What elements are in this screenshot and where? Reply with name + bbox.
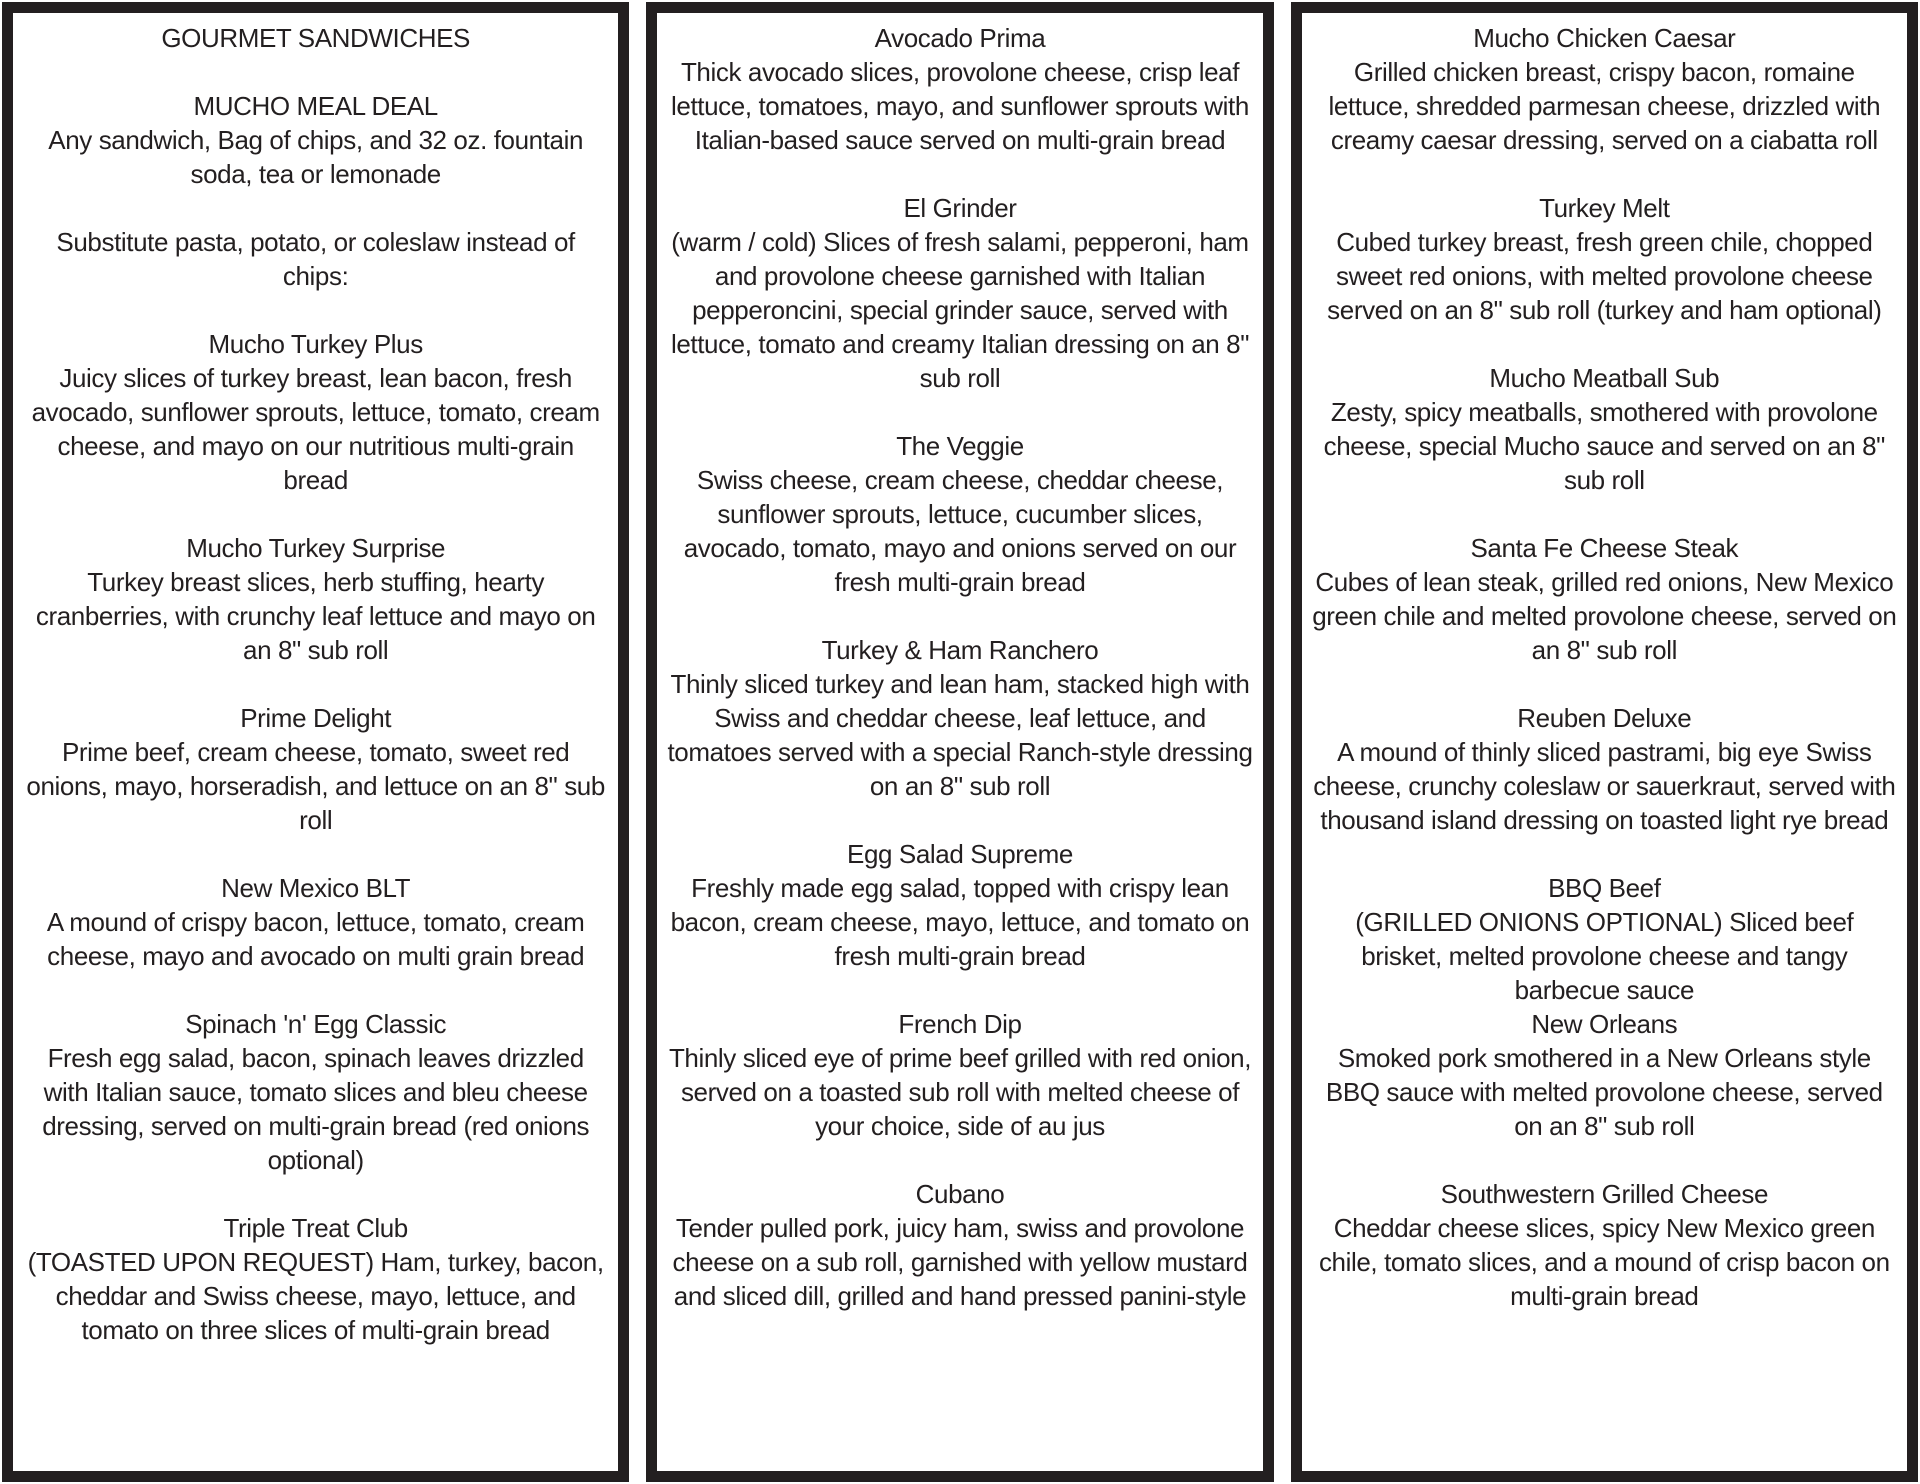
menu-item	[667, 429, 1252, 599]
menu-item-description: Freshly made egg salad, topped with crispy lean bacon, cream cheese, mayo, lettuce, and tomato on fresh multi-grain bread	[670, 873, 1250, 971]
menu-item-name: Mucho Turkey Plus	[208, 329, 423, 359]
menu-item-description: A mound of thinly sliced pastrami, big eye Swiss cheese, crunchy coleslaw or sauerkraut, served with thousand island dressing on toasted light rye bread	[1313, 737, 1896, 835]
menu-item-description: A mound of crispy bacon, lettuce, tomato, cream cheese, mayo and avocado on multi grain bread	[46, 907, 585, 971]
menu-item-name: BBQ Beef	[1548, 873, 1661, 903]
menu-item-description: Cubes of lean steak, grilled red onions, New Mexico green chile and melted provolone cheese, served on an 8" sub roll	[1312, 567, 1897, 665]
menu-item	[1312, 871, 1897, 1007]
menu-item-name: Turkey Melt	[1539, 193, 1670, 223]
menu-column-left	[2, 2, 629, 1482]
menu-item	[1312, 361, 1897, 497]
menu-item	[23, 531, 608, 667]
menu-item	[23, 1007, 608, 1177]
menu-item-description: Turkey breast slices, herb stuffing, hearty cranberries, with crunchy leaf lettuce and mayo on an 8" sub roll	[35, 567, 596, 665]
menu-item	[1312, 21, 1897, 157]
menu-item	[667, 1007, 1252, 1143]
menu-item	[1312, 531, 1897, 667]
menu-item	[1312, 1007, 1897, 1143]
menu-item	[667, 21, 1252, 157]
menu-item-description: Smoked pork smothered in a New Orleans style BBQ sauce with melted provolone cheese, served on an 8" sub roll	[1325, 1043, 1883, 1141]
menu-column-right	[1291, 2, 1918, 1482]
menu-item	[1312, 191, 1897, 327]
menu-item	[23, 89, 608, 191]
menu-item-name: MUCHO MEAL DEAL	[193, 91, 438, 121]
menu-item-description: Cheddar cheese slices, spicy New Mexico green chile, tomato slices, and a mound of crisp bacon on multi-grain bread	[1318, 1213, 1890, 1311]
menu-item	[667, 1177, 1252, 1313]
menu-item-name: Triple Treat Club	[223, 1213, 408, 1243]
menu-item-description: (GRILLED ONIONS OPTIONAL) Sliced beef brisket, melted provolone cheese and tangy barbecue sauce	[1355, 907, 1854, 1005]
menu-item-name: Mucho Turkey Surprise	[186, 533, 446, 563]
menu-item	[1312, 701, 1897, 837]
menu-item-description: Zesty, spicy meatballs, smothered with provolone cheese, special Mucho sauce and served on an 8" sub roll	[1323, 397, 1885, 495]
menu-item-description: Thick avocado slices, provolone cheese, crisp leaf lettuce, tomatoes, mayo, and sunflower sprouts with Italian-based sauce served on multi-grain bread	[671, 57, 1249, 155]
menu-item-description: Swiss cheese, cream cheese, cheddar cheese, sunflower sprouts, lettuce, cucumber slices, avocado, tomato, mayo and onions served on our fresh multi-grain bread	[683, 465, 1237, 597]
menu-item	[23, 701, 608, 837]
menu-item-name: The Veggie	[896, 431, 1024, 461]
menu-item	[667, 837, 1252, 973]
menu-item	[23, 21, 608, 55]
menu-item-name: New Mexico BLT	[221, 873, 411, 903]
menu-item-description: (warm / cold) Slices of fresh salami, pepperoni, ham and provolone cheese garnished with Italian pepperoncini, special grinder sauce, served with lettuce, tomato and creamy Italian dressing on an 8" sub roll	[670, 227, 1250, 393]
menu-item	[667, 633, 1252, 803]
menu-item-name: Southwestern Grilled Cheese	[1440, 1179, 1769, 1209]
menu-item-name: Spinach 'n' Egg Classic	[185, 1009, 447, 1039]
menu-item	[23, 1211, 608, 1347]
menu-item-name: Reuben Deluxe	[1517, 703, 1692, 733]
menu-item-description: Thinly sliced eye of prime beef grilled with red onion, served on a toasted sub roll with melted cheese of your choice, side of au jus	[668, 1043, 1252, 1141]
menu-item-name: New Orleans	[1531, 1009, 1678, 1039]
menu-item-name: French Dip	[898, 1009, 1022, 1039]
menu-item-description: Grilled chicken breast, crispy bacon, romaine lettuce, shredded parmesan cheese, drizzled with creamy caesar dressing, served on a ciabatta roll	[1328, 57, 1881, 155]
menu-item-description: Substitute pasta, potato, or coleslaw instead of chips:	[56, 227, 575, 291]
menu-item-description: Prime beef, cream cheese, tomato, sweet red onions, mayo, horseradish, and lettuce on an 8" sub roll	[26, 737, 605, 835]
menu-column-center	[646, 2, 1273, 1482]
menu-item-name: Santa Fe Cheese Steak	[1470, 533, 1739, 563]
menu-item	[1312, 1177, 1897, 1313]
menu-item-name: GOURMET SANDWICHES	[161, 23, 470, 53]
menu-item-description: Thinly sliced turkey and lean ham, stacked high with Swiss and cheddar cheese, leaf lettuce, and tomatoes served with a special Ranch-style dressing on an 8" sub roll	[667, 669, 1253, 801]
menu-item	[23, 225, 608, 293]
menu-item-name: Turkey & Ham Ranchero	[821, 635, 1099, 665]
menu-item-description: Juicy slices of turkey breast, lean bacon, fresh avocado, sunflower sprouts, lettuce, tomato, cream cheese, and mayo on our nutritious multi-grain bread	[31, 363, 600, 495]
menu-item	[23, 871, 608, 973]
menu-item-description: Cubed turkey breast, fresh green chile, chopped sweet red onions, with melted provolone cheese served on an 8" sub roll (turkey and ham optional)	[1327, 227, 1882, 325]
menu-item-name: Cubano	[915, 1179, 1005, 1209]
menu-item-name: Mucho Meatball Sub	[1489, 363, 1720, 393]
menu-item-name: El Grinder	[903, 193, 1017, 223]
menu-item-description: (TOASTED UPON REQUEST) Ham, turkey, bacon, cheddar and Swiss cheese, mayo, lettuce, and tomato on three slices of multi-grain bread	[27, 1247, 604, 1345]
menu-item-name: Egg Salad Supreme	[847, 839, 1073, 869]
menu-item-name: Prime Delight	[240, 703, 392, 733]
menu-item	[667, 191, 1252, 395]
menu-item-description: Tender pulled pork, juicy ham, swiss and provolone cheese on a sub roll, garnished with yellow mustard and sliced dill, grilled and hand pressed panini-style	[672, 1213, 1248, 1311]
menu-item-description: Fresh egg salad, bacon, spinach leaves drizzled with Italian sauce, tomato slices and bleu cheese dressing, served on multi-grain bread (red onions optional)	[42, 1043, 590, 1175]
menu-item	[23, 327, 608, 497]
menu-item-name: Mucho Chicken Caesar	[1473, 23, 1736, 53]
menu-item-description: Any sandwich, Bag of chips, and 32 oz. fountain soda, tea or lemonade	[48, 125, 584, 189]
menu-item-name: Avocado Prima	[874, 23, 1046, 53]
